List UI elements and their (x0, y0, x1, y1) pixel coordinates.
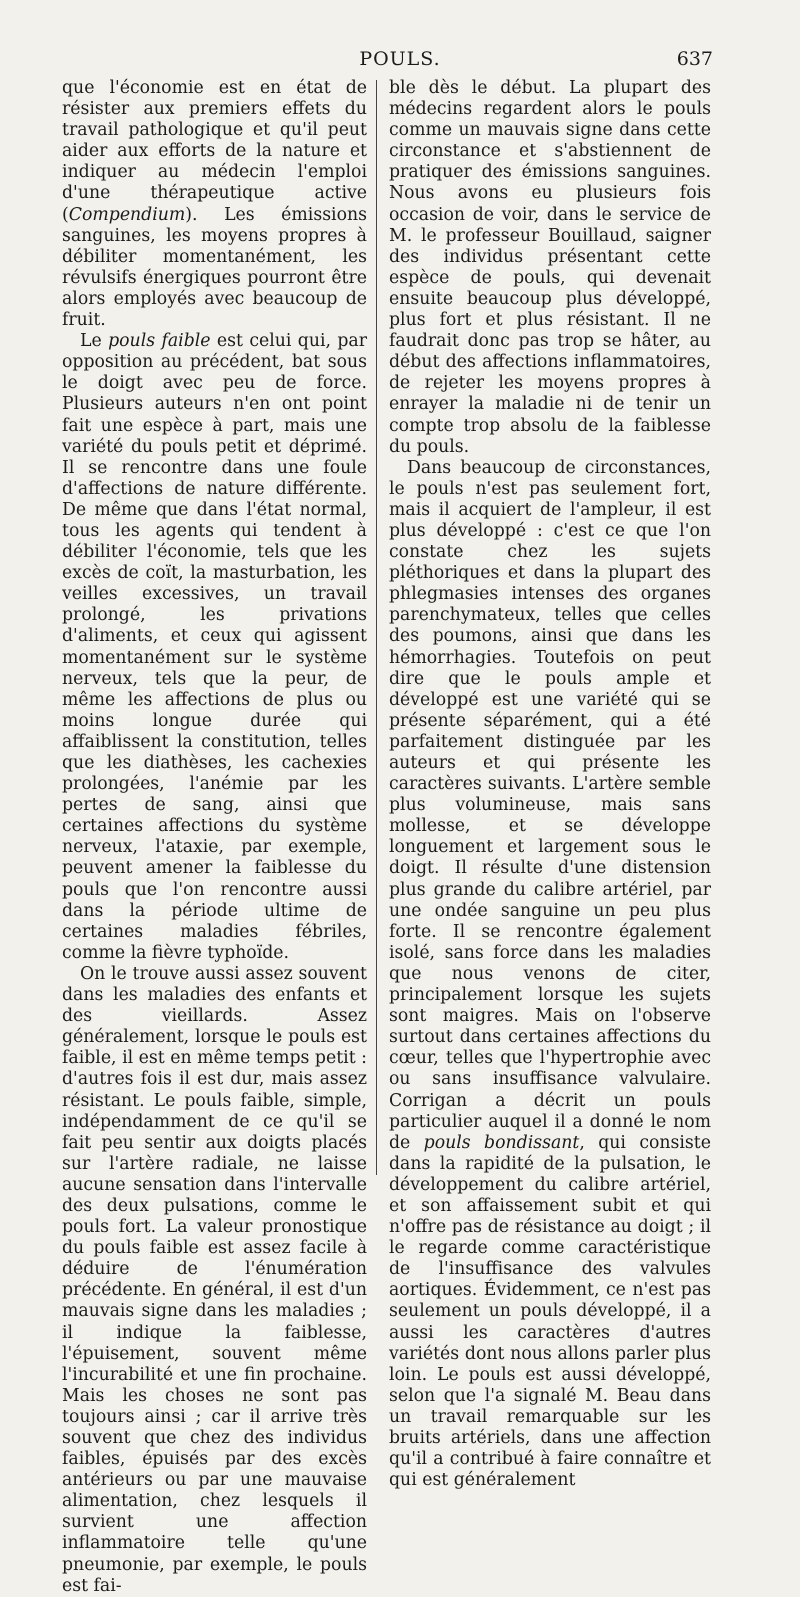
citation: Compendium (68, 204, 186, 225)
left-column (62, 78, 367, 1597)
paragraph: Le pouls faible est celui qui, par opposition au précédent, bat sous le doigt avec peu de force. Plusieurs auteurs n'en ont point fait une espèce à part, mais une variété du pouls petit et déprimé. Il se rencontre dans une foule d'affections de nature différente. De même que dans l'état normal, tous les agents qui tendent à débiliter l'économie, tels que les excès de coït, la masturbation, les veilles excessives, un travail prolongé, les privations d'aliments, et ceux qui agissent momentanément sur le système nerveux, tels que la peur, de même les affections de plus ou moins longue durée qui affaiblissent la constitution, telles que les diathèses, les cachexies prolongées, l'anémie par les pertes de sang, ainsi que certaines affections du système nerveux, l'ataxie, par exemple, peuvent amener la faiblesse du pouls que l'on rencontre aussi dans la période ultime de certaines maladies fébriles, comme la fièvre typhoïde. (62, 331, 367, 963)
paragraph: que l'économie est en état de résister aux premiers effets du travail pathologique et qu'il peut aider aux efforts de la nature et indiquer au médecin l'emploi d'une thérapeutique active (Compendium). Les émissions sanguines, les moyens propres à débiliter momentanément, les révulsifs énergiques pourront être alors employés avec beaucoup de fruit. (62, 78, 367, 331)
right-column (389, 78, 711, 1491)
paragraph: On le trouve aussi assez souvent dans les maladies des enfants et des vieillards. Assez généralement, lorsque le pouls est faible, il est en même temps petit : d'autres fois il est dur, mais assez résistant. Le pouls faible, simple, indépendamment de ce qu'il se fait peu sentir aux doigts placés sur l'artère radiale, ne laisse aucune sensation dans l'intervalle des deux pulsations, comme le pouls fort. La valeur pronostique du pouls faible est assez facile à déduire de l'énumération précédente. En général, il est d'un mauvais signe dans les maladies ; il indique la faiblesse, l'épuisement, souvent même l'incurabilité et une fin prochaine. Mais les choses ne sont pas toujours ainsi ; car il arrive très souvent que chez des individus faibles, épuisés par des excès antérieurs ou par une mauvaise alimentation, chez lesquels il survient une affection inflammatoire telle qu'une pneumonie, par exemple, le pouls est fai- (62, 963, 367, 1596)
paragraph: Dans beaucoup de circonstances, le pouls n'est pas seulement fort, mais il acquiert de l'ampleur, il est plus développé : c'est ce que l'on constate chez les sujets pléthoriques et dans la plupart des phlegmasies intenses des organes parenchymateux, telles que celles des poumons, ainsi que dans les hémorrhagies. Toutefois on peut dire que le pouls ample et développé est une variété qui se présente séparément, qui a été parfaitement distinguée par les auteurs et qui présente les caractères suivants. L'artère semble plus volumineuse, mais sans mollesse, et se développe longuement et largement sous le doigt. Il résulte d'une distension plus grande du calibre artériel, par une ondée sanguine un peu plus forte. Il se rencontre également isolé, sans force dans les maladies que nous venons de citer, principalement lorsque les sujets sont maigres. Mais on l'observe surtout dans certaines affections du cœur, telles que l'hypertrophie avec ou sans insuffisance valvulaire. Corrigan a décrit un pouls particulier auquel il a donné le nom de pouls bondissant, qui consiste dans la rapidité de la pulsation, le développement du calibre artériel, et son affaissement subit et qui n'offre pas de résistance au doigt ; il le regarde comme caractéristique de l'insuffisance des valvules aortiques. Évidemment, ce n'est pas seulement un pouls développé, il a aussi les caractères d'autres variétés dont nous allons parler plus loin. Le pouls est aussi développé, selon que l'a signalé M. Beau dans un travail remarquable sur les bruits artériels, dans une affection qu'il a contribué à faire connaître et qui est généralement (389, 457, 711, 1491)
paragraph: ble dès le début. La plupart des médecins regardent alors le pouls comme un mauvais signe dans cette circonstance et s'abstiennent de pratiquer des émissions sanguines. Nous avons eu plusieurs fois occasion de voir, dans le service de M. le professeur Bouillaud, saigner des individus présentant cette espèce de pouls, qui devenait ensuite beaucoup plus développé, plus fort et plus résistant. Il ne faudrait donc pas trop se hâter, au début des affections inflammatoires, de rejeter les moyens propres à enrayer la maladie ni de tenir un compte trop absolu de la faiblesse du pouls. (389, 78, 711, 457)
running-title: POULS. (359, 48, 441, 70)
term-pouls-bondissant: pouls bondissant (423, 1132, 580, 1153)
term-pouls-faible: pouls faible (108, 331, 211, 352)
page-header (0, 46, 800, 74)
column-divider (376, 80, 377, 1175)
page-number: 637 (676, 48, 713, 70)
